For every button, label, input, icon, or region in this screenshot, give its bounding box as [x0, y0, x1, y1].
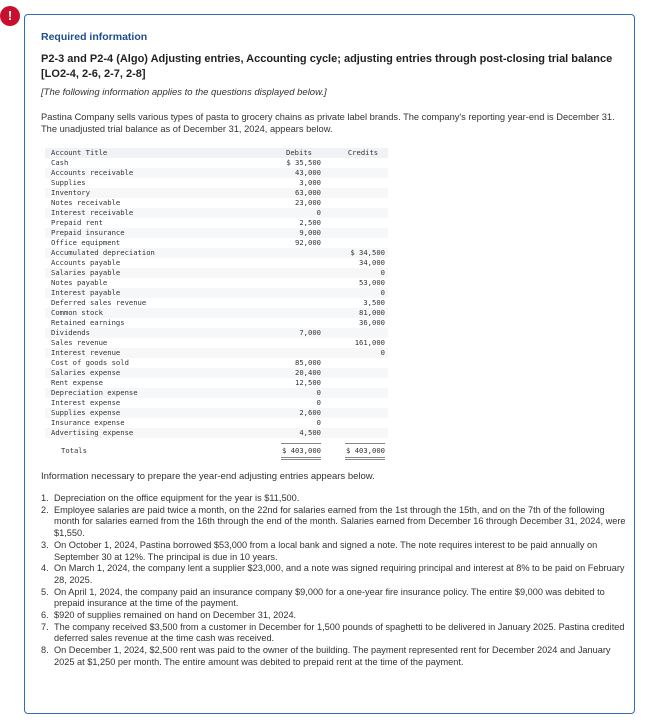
info-item	[41, 563, 626, 586]
debit-amount: 2,600	[299, 408, 321, 417]
info-item-number: 4.	[41, 563, 49, 574]
debit-amount: 4,500	[299, 428, 321, 437]
debit-amount: 43,000	[295, 168, 321, 177]
trial-balance-row	[45, 338, 388, 348]
debit-amount: 0	[316, 398, 321, 407]
info-item-number: 7.	[41, 621, 49, 632]
trial-balance-row	[45, 318, 388, 328]
account-title: Inventory	[51, 188, 90, 197]
account-title: Insurance expense	[51, 418, 125, 427]
account-title: Retained earnings	[51, 318, 125, 327]
trial-balance-row	[45, 248, 388, 258]
trial-balance-row	[45, 168, 388, 178]
account-title: Sales revenue	[51, 338, 108, 347]
col-credits-header: Credits	[347, 148, 379, 157]
account-title: Deferred sales revenue	[51, 298, 147, 307]
info-item-number: 6.	[41, 610, 49, 621]
debit-amount: 23,000	[295, 198, 321, 207]
trial-balance-row	[45, 218, 388, 228]
account-title: Cost of goods sold	[51, 358, 129, 367]
info-item-text: On October 1, 2024, Pastina borrowed $53,000 from a local bank and signed a note. The note requires interest to be paid annually on September 30 at 12%. The principal is due in 10 years.	[54, 539, 598, 562]
totals-double-rule	[281, 457, 321, 458]
credit-amount: 0	[380, 348, 385, 357]
debit-amount: 9,000	[299, 228, 321, 237]
trial-balance-row	[45, 308, 388, 318]
info-item	[41, 540, 626, 563]
credit-amount: 36,000	[359, 318, 385, 327]
totals-label: Totals	[61, 446, 87, 455]
account-title: Interest revenue	[51, 348, 121, 357]
info-item-text: The company received $3,500 from a customer in December for 1,500 pounds of spaghetti to be delivered in January 2025. Pastina credited deferred sales revenue at the time cash was received.	[54, 621, 625, 644]
required-info-panel	[24, 14, 635, 714]
trial-balance-row	[45, 208, 388, 218]
credit-amount: 3,500	[363, 298, 385, 307]
account-title: Interest expense	[51, 398, 121, 407]
account-title: Prepaid rent	[51, 218, 103, 227]
account-title: Accumulated depreciation	[51, 248, 155, 257]
trial-balance-row	[45, 368, 388, 378]
trial-balance-row	[45, 268, 388, 278]
trial-balance-row	[45, 378, 388, 388]
totals-rule	[345, 443, 385, 444]
account-title: Salaries expense	[51, 368, 121, 377]
account-title: Office equipment	[51, 238, 121, 247]
debit-amount: 7,000	[299, 328, 321, 337]
trial-balance-row	[45, 198, 388, 208]
account-title: Interest receivable	[51, 208, 134, 217]
info-item-number: 8.	[41, 645, 49, 656]
info-item	[41, 505, 626, 540]
trial-balance-row	[45, 388, 388, 398]
debit-amount: 20,400	[295, 368, 321, 377]
credit-amount: 161,000	[354, 338, 385, 347]
credit-amount: $ 34,500	[350, 248, 385, 257]
trial-balance-row	[45, 418, 388, 428]
credit-amount: 34,000	[359, 258, 385, 267]
account-title: Advertising expense	[51, 428, 134, 437]
account-title: Common stock	[51, 308, 103, 317]
trial-balance-row	[45, 408, 388, 418]
account-title: Supplies expense	[51, 408, 121, 417]
trial-balance-row	[45, 158, 388, 168]
col-account-header: Account Title	[51, 148, 108, 157]
credit-amount: 53,000	[359, 278, 385, 287]
account-title: Notes payable	[51, 278, 108, 287]
required-info-label: Required information	[41, 31, 148, 43]
info-item	[41, 587, 626, 610]
intro-paragraph: Pastina Company sells various types of pasta to grocery chains as private label brands. The company's reporting year-end is December 31. The unadjusted trial balance as of December 31, 2024, appears below.	[41, 112, 615, 134]
trial-balance-row	[45, 298, 388, 308]
info-item	[41, 645, 626, 668]
account-title: Depreciation expense	[51, 388, 138, 397]
totals-double-rule	[345, 457, 385, 458]
adjusting-info-list	[41, 493, 626, 669]
credit-amount: 81,000	[359, 308, 385, 317]
info-item-number: 3.	[41, 539, 49, 550]
alert-icon: !	[0, 6, 20, 26]
info-item-number: 1.	[41, 493, 49, 503]
debit-amount: 3,000	[299, 178, 321, 187]
trial-balance-table	[45, 148, 388, 459]
account-title: Accounts payable	[51, 258, 121, 267]
debit-amount: 2,500	[299, 218, 321, 227]
trial-balance-row	[45, 178, 388, 188]
info-header: Information necessary to prepare the year-end adjusting entries appears below.	[41, 471, 375, 482]
trial-balance-row	[45, 328, 388, 338]
debit-amount: 0	[316, 208, 321, 217]
account-title: Prepaid insurance	[51, 228, 125, 237]
account-title: Notes receivable	[51, 198, 121, 207]
credit-amount: 0	[380, 288, 385, 297]
totals-double-rule	[345, 459, 385, 460]
account-title: Salaries payable	[51, 268, 121, 277]
trial-balance-totals-row	[45, 446, 388, 456]
trial-balance-row	[45, 238, 388, 248]
trial-balance-row	[45, 288, 388, 298]
info-item-text: On March 1, 2024, the company lent a supplier $23,000, and a note was signed requiring principal and interest at 8% to be paid on February 28, 2025.	[54, 563, 625, 585]
info-item-text: Employee salaries are paid twice a month, on the 22nd for salaries earned from the 1st through the 15th, and on the 7th of the following month for salaries earned from the 16th through the end of the month. Salaries earned from December 16 through December 31, 2024, were $1,550.	[54, 504, 626, 539]
trial-balance-row	[45, 348, 388, 358]
total-credits: $ 403,000	[346, 446, 385, 455]
problem-title: P2-3 and P2-4 (Algo) Adjusting entries, Accounting cycle; adjusting entries through post-closing trial balance [LO2-4, 2-6, 2-7, 2-8]	[41, 53, 613, 80]
account-title: Rent expense	[51, 378, 103, 387]
debit-amount: 0	[316, 388, 321, 397]
account-title: Interest payable	[51, 288, 121, 297]
trial-balance-row	[45, 258, 388, 268]
totals-double-rule	[281, 459, 321, 460]
info-item-text: On December 1, 2024, $2,500 rent was paid to the owner of the building. The payment represented rent for December 2024 and January 2025 at $1,250 per month. The entire amount was debited to prepaid rent at the time of the payment.	[54, 645, 611, 667]
debit-amount: 63,000	[295, 188, 321, 197]
applies-note: [The following information applies to the questions displayed below.]	[41, 87, 327, 98]
info-item-number: 2.	[41, 504, 49, 515]
account-title: Dividends	[51, 328, 90, 337]
debit-amount: 0	[316, 418, 321, 427]
totals-rule	[281, 443, 321, 444]
info-item-text: Depreciation on the office equipment for the year is $11,500.	[54, 493, 300, 503]
trial-balance-row	[45, 188, 388, 198]
debit-amount: 85,000	[295, 358, 321, 367]
account-title: Cash	[51, 158, 69, 167]
trial-balance-row	[45, 278, 388, 288]
trial-balance-header-row	[45, 148, 388, 158]
debit-amount: $ 35,500	[286, 158, 321, 167]
info-item-text: $920 of supplies remained on hand on December 31, 2024.	[54, 610, 297, 621]
total-debits: $ 403,000	[282, 446, 321, 455]
info-item	[41, 622, 626, 645]
info-item	[41, 493, 626, 505]
debit-amount: 12,500	[295, 378, 321, 387]
credit-amount: 0	[380, 268, 385, 277]
info-item-number: 5.	[41, 586, 49, 597]
account-title: Supplies	[51, 178, 86, 187]
trial-balance-row	[45, 428, 388, 438]
trial-balance-row	[45, 398, 388, 408]
info-item	[41, 610, 626, 622]
trial-balance-row	[45, 228, 388, 238]
col-debits-header: Debits	[286, 148, 312, 157]
info-item-text: On April 1, 2024, the company paid an insurance company $9,000 for a one-year fire insurance policy. The entire $9,000 was debited to prepaid insurance at the time of the payment.	[54, 586, 605, 609]
trial-balance-row	[45, 358, 388, 368]
account-title: Accounts receivable	[51, 168, 134, 177]
debit-amount: 92,000	[295, 238, 321, 247]
